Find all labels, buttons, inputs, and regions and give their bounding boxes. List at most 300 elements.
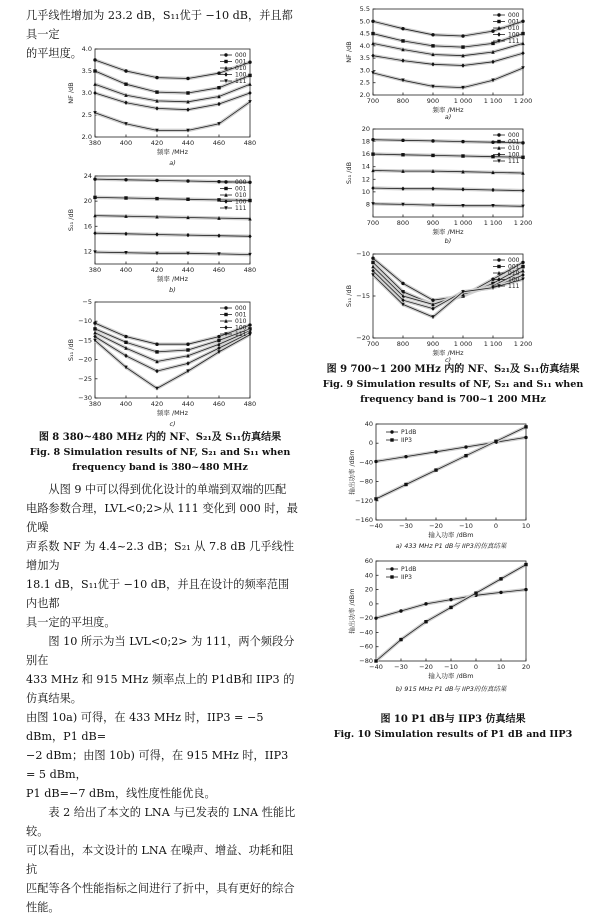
fig8c-point-001 xyxy=(124,341,127,344)
fig10b-ylabel: 输出功率 /dBm xyxy=(348,588,356,634)
fig8c-ylabel: S₁₁ /dB xyxy=(67,338,75,362)
fig9a-xtick-label: 1 200 xyxy=(513,97,533,105)
fig10a-series-line-IIP3 xyxy=(376,427,526,499)
fig9c-point-001 xyxy=(371,261,374,264)
fig8b-legend-label: 111 xyxy=(235,205,247,212)
fig9a-ytick-label: 3.5 xyxy=(359,54,370,63)
fig8b-point-001 xyxy=(155,197,158,200)
fig9c-legend-label: 000 xyxy=(508,257,520,264)
fig9a-ytick-label: 2.5 xyxy=(359,78,370,87)
fig9a-ylabel: NF /dB xyxy=(345,41,353,63)
fig9b-xlabel: 频率 /MHz xyxy=(432,228,464,236)
intro-line-1: 几乎线性增加为 23.2 dB，S₁₁优于 −10 dB，并且都具一定 xyxy=(26,9,293,41)
fig8c-xtick-label: 420 xyxy=(150,400,164,408)
fig8b-ytick-label: 24 xyxy=(83,172,92,180)
fig10a-xtick-label: −30 xyxy=(399,522,413,530)
fig9b-ytick-label: 8 xyxy=(365,200,370,209)
fig10a-point-IIP3 xyxy=(434,468,437,471)
fig10a-ylabel: 输出功率 /dBm xyxy=(348,449,356,495)
fig8b-xtick-label: 420 xyxy=(150,266,164,274)
fig10a-xtick-label: 10 xyxy=(521,522,531,530)
fig9c-chart xyxy=(340,250,568,365)
fig8a-series-line-111 xyxy=(95,102,250,131)
fig9c-legend-label: 001 xyxy=(508,263,520,271)
fig8b-legend-label: 100 xyxy=(235,198,247,206)
fig8b-point-000 xyxy=(248,181,251,184)
fig8a-xtick-label: 440 xyxy=(181,139,195,147)
fig10a-subcaption: a) 433 MHz P1 dB与 IIP3的仿真结果 xyxy=(395,542,507,550)
fig9b-ytick-label: 12 xyxy=(361,175,370,184)
fig9c-point-000 xyxy=(521,261,524,264)
fig8b-ylabel: S₂₁ /dB xyxy=(67,208,75,232)
fig8b-xtick-label: 480 xyxy=(243,266,257,274)
fig8c-point-000 xyxy=(124,335,127,338)
fig10a-point-P1dB xyxy=(404,455,407,458)
fig8b-legend-marker xyxy=(224,187,227,190)
fig8c-point-000 xyxy=(217,335,220,338)
fig8b-subcaption: b) xyxy=(169,286,176,294)
fig10a-ytick-label: −120 xyxy=(355,496,373,505)
fig8c-legend-label: 100 xyxy=(235,324,247,332)
fig9b-point-001 xyxy=(371,152,374,155)
fig8-caption-en-1: Fig. 8 Simulation results of NF, S₂₁ and S₁₁ when xyxy=(29,447,291,458)
fig8a-point-001 xyxy=(124,83,127,86)
fig10b-legend-marker xyxy=(390,567,393,570)
fig8c-xtick-label: 400 xyxy=(119,400,133,408)
fig10a-ytick-label: 0 xyxy=(368,439,373,448)
fig8b-point-001 xyxy=(217,198,220,201)
fig9b-point-000 xyxy=(521,141,524,144)
fig8a-legend-label: 100 xyxy=(235,71,247,79)
fig8b-point-001 xyxy=(93,196,96,199)
fig9c-ytick-label: −10 xyxy=(356,250,370,258)
fig8c-point-000 xyxy=(248,323,251,326)
fig9a-point-000 xyxy=(401,27,404,30)
fig9b-ytick-label: 14 xyxy=(361,162,370,171)
fig10a-legend-marker xyxy=(390,430,393,433)
fig8c-ytick-label: −25 xyxy=(78,374,92,383)
fig8c-point-001 xyxy=(217,339,220,342)
fig8a-series-halo xyxy=(95,102,250,131)
para2-line-1: 图 10 所示为当 LVL<0;2> 为 111，两个频段分别在 xyxy=(26,635,295,667)
fig9c-xtick-label: 800 xyxy=(396,340,410,348)
fig8a-xtick-label: 480 xyxy=(243,139,257,147)
fig10-caption xyxy=(318,712,588,742)
fig8b-xlabel: 频率 /MHz xyxy=(156,275,189,283)
fig10b-point-IIP3 xyxy=(524,563,527,566)
fig8a-point-000 xyxy=(248,61,251,64)
fig8c-legend-label: 010 xyxy=(235,318,247,325)
fig9b-point-000 xyxy=(431,139,434,142)
fig10b-point-IIP3 xyxy=(449,606,452,609)
fig8c-point-000 xyxy=(155,343,158,346)
fig9a-legend-marker xyxy=(497,32,500,36)
fig10a-chart xyxy=(340,418,568,553)
fig8a-legend-marker xyxy=(224,60,227,63)
fig10-caption-cn: 图 10 P1 dB与 IIP3 仿真结果 xyxy=(380,714,526,725)
fig10a-ytick-label: −160 xyxy=(355,516,373,524)
fig9b-point-001 xyxy=(401,153,404,156)
para2-line-4: −2 dBm；由图 10b) 可得，在 915 MHz 时，IIP3 = 5 dBm， xyxy=(26,749,289,781)
fig8c-point-001 xyxy=(93,327,96,330)
fig9a-point-001 xyxy=(491,42,494,45)
fig9b-point-000 xyxy=(491,141,494,144)
fig8b-point-001 xyxy=(186,198,189,201)
fig9-caption-en-1: Fig. 9 Simulation results of NF, S₂₁ and S₁₁ when xyxy=(322,379,584,390)
fig10b-point-IIP3 xyxy=(424,620,427,623)
para3-line-4: 性能。 xyxy=(26,901,60,914)
fig10b-xlabel: 输入功率 /dBm xyxy=(428,672,474,680)
fig8c-xtick-label: 480 xyxy=(243,400,257,408)
fig9a-legend-marker xyxy=(497,13,500,16)
fig8c-subcaption: c) xyxy=(169,420,176,428)
fig9b-legend-label: 000 xyxy=(508,132,520,139)
fig9a-ytick-label: 2.0 xyxy=(359,91,370,99)
fig10a-legend-marker xyxy=(390,438,393,441)
fig9a-ytick-label: 4.5 xyxy=(359,29,370,38)
fig9c-ylabel: S₁₁ /dB xyxy=(345,284,353,308)
fig9c-legend-marker xyxy=(497,258,500,261)
fig10a-point-IIP3 xyxy=(374,497,377,500)
fig9a-xtick-label: 700 xyxy=(366,97,380,105)
fig8c-point-000 xyxy=(186,343,189,346)
fig10b-point-IIP3 xyxy=(499,577,502,580)
fig9b-legend-label: 111 xyxy=(508,158,520,165)
fig9b-legend-label: 010 xyxy=(508,145,520,152)
fig9b-point-001 xyxy=(491,155,494,158)
fig9a-xtick-label: 1 000 xyxy=(453,97,473,105)
fig9c-ytick-label: −15 xyxy=(356,292,370,300)
fig10b-xtick-label: 10 xyxy=(496,663,506,671)
fig9a-ytick-label: 4.0 xyxy=(359,41,370,50)
fig10a-series-line-P1dB xyxy=(376,437,526,461)
fig10b-point-P1dB xyxy=(524,588,527,591)
fig9b-xtick-label: 1 000 xyxy=(453,219,473,227)
fig8c-xtick-label: 380 xyxy=(88,400,102,408)
fig8b-legend-marker xyxy=(224,180,227,183)
fig9c-legend-label: 111 xyxy=(508,283,520,290)
fig9a-legend-label: 111 xyxy=(508,38,520,45)
fig9a-point-001 xyxy=(461,45,464,48)
fig10b-point-P1dB xyxy=(374,616,377,619)
fig9b-point-000 xyxy=(461,140,464,143)
fig8a-ylabel: NF /dB xyxy=(67,82,75,104)
fig9b-legend-marker xyxy=(497,140,500,143)
fig8a-xtick-label: 400 xyxy=(119,139,133,147)
fig8c-ytick-label: −10 xyxy=(78,317,92,326)
fig8a-point-000 xyxy=(155,76,158,79)
fig8c-chart xyxy=(60,298,290,430)
fig8b-ytick-label: 12 xyxy=(83,247,92,256)
fig9b-legend-marker xyxy=(497,133,500,136)
fig10b-ytick-label: 20 xyxy=(364,585,373,594)
fig9a-point-001 xyxy=(401,39,404,42)
fig10a-point-IIP3 xyxy=(524,425,527,428)
para1-line-4: 18.1 dB，S₁₁优于 −10 dB，并且在设计的频率范围内也都 xyxy=(26,578,290,610)
fig8a-point-000 xyxy=(186,77,189,80)
fig8c-xtick-label: 460 xyxy=(212,400,226,408)
fig9-caption-cn: 图 9 700~1 200 MHz 内的 NF、S₂₁及 S₁₁仿真结果 xyxy=(326,364,580,375)
fig9a-series-halo xyxy=(373,68,523,88)
para2-line-3: 由图 10a) 可得，在 433 MHz 时，IIP3 = −5 dBm，P1 dB= xyxy=(26,711,264,743)
fig9b-chart xyxy=(340,125,568,247)
fig8c-xlabel: 频率 /MHz xyxy=(156,409,189,417)
fig8a-legend-label: 001 xyxy=(235,58,247,66)
fig8a-legend-label: 010 xyxy=(235,65,247,72)
fig9b-subcaption: b) xyxy=(444,237,452,245)
fig10b-xtick-label: 20 xyxy=(521,663,531,671)
fig9c-point-001 xyxy=(521,265,524,268)
fig10b-xtick-label: −20 xyxy=(419,663,433,671)
intro-line-2: 的平坦度。 xyxy=(26,47,82,60)
fig9b-point-001 xyxy=(521,156,524,159)
fig9a-legend-label: 001 xyxy=(508,18,520,26)
fig9b-ytick-label: 20 xyxy=(361,125,370,133)
fig9b-point-000 xyxy=(371,138,374,141)
fig8c-point-001 xyxy=(186,348,189,351)
fig10a-point-IIP3 xyxy=(404,483,407,486)
fig9a-point-000 xyxy=(491,29,494,32)
fig10b-point-P1dB xyxy=(424,602,427,605)
fig8c-point-001 xyxy=(155,350,158,353)
fig10a-xtick-label: −20 xyxy=(429,522,443,530)
fig9c-xlabel: 频率 /MHz xyxy=(432,349,464,357)
fig9c-legend-label: 100 xyxy=(508,276,520,284)
fig9a-point-000 xyxy=(521,20,524,23)
fig8a-xtick-label: 380 xyxy=(88,139,102,147)
fig9a-ytick-label: 3.0 xyxy=(359,66,370,75)
fig8a-point-001 xyxy=(155,90,158,93)
fig8c-legend-marker xyxy=(224,306,227,309)
fig9c-xtick-label: 1 200 xyxy=(513,340,533,348)
fig9b-xtick-label: 1 100 xyxy=(483,219,503,227)
para3-line-1: 表 2 给出了本文的 LNA 与已发表的 LNA 性能比较。 xyxy=(26,806,296,838)
fig8c-ytick-label: −15 xyxy=(78,336,92,345)
fig8a-legend-marker xyxy=(224,53,227,56)
fig9a-point-001 xyxy=(521,32,524,35)
fig8a-xtick-label: 460 xyxy=(212,139,226,147)
fig8a-point-001 xyxy=(248,74,251,77)
fig9c-xtick-label: 700 xyxy=(366,340,380,348)
fig9a-point-001 xyxy=(371,32,374,35)
fig9c-xtick-label: 1 100 xyxy=(483,340,503,348)
fig10b-subcaption: b) 915 MHz P1 dB与 IIP3的仿真结果 xyxy=(395,685,507,693)
body-paragraphs xyxy=(26,480,298,917)
fig9b-point-001 xyxy=(431,154,434,157)
fig9b-xtick-label: 800 xyxy=(396,219,410,227)
fig9c-point-000 xyxy=(401,282,404,285)
fig9a-point-000 xyxy=(371,20,374,23)
fig8a-legend-label: 111 xyxy=(235,78,247,85)
fig10b-ytick-label: 0 xyxy=(368,599,373,608)
fig9b-point-001 xyxy=(461,154,464,157)
fig8b-ytick-label: 16 xyxy=(83,222,92,231)
fig9b-xtick-label: 700 xyxy=(366,219,380,227)
fig8b-xtick-label: 440 xyxy=(181,266,195,274)
fig8b-xtick-label: 400 xyxy=(119,266,133,274)
fig10b-legend-label: P1dB xyxy=(401,566,417,573)
fig9a-xlabel: 频率 /MHz xyxy=(432,106,464,114)
fig8b-point-000 xyxy=(186,179,189,182)
fig9b-ytick-label: 16 xyxy=(361,150,370,159)
fig9a-ytick-label: 5.0 xyxy=(359,17,370,26)
fig9b-xtick-label: 900 xyxy=(426,219,440,227)
fig8a-ytick-label: 2.5 xyxy=(81,111,92,119)
fig8b-xtick-label: 380 xyxy=(88,266,102,274)
fig8-caption-cn: 图 8 380~480 MHz 内的 NF、S₂₁及 S₁₁仿真结果 xyxy=(38,432,282,443)
para3-line-2: 可以看出，本文设计的 LNA 在噪声、增益、功耗和阻抗 xyxy=(26,844,294,876)
fig8a-point-000 xyxy=(124,69,127,72)
fig8a-point-001 xyxy=(93,69,96,72)
fig8c-legend-marker xyxy=(224,313,227,316)
para1-line-5: 具一定的平坦度。 xyxy=(26,616,116,629)
fig10a-legend-label: P1dB xyxy=(401,429,417,436)
fig10b-xtick-label: −30 xyxy=(394,663,408,671)
fig10b-point-P1dB xyxy=(399,609,402,612)
fig9b-ylabel: S₂₁ /dB xyxy=(345,161,353,185)
fig10a-xlabel: 输入功率 /dBm xyxy=(428,531,474,539)
fig9c-legend-marker xyxy=(497,265,500,268)
fig10b-xtick-label: −10 xyxy=(444,663,458,671)
fig10b-point-P1dB xyxy=(449,598,452,601)
fig10b-point-P1dB xyxy=(499,591,502,594)
fig9b-ytick-label: 10 xyxy=(361,187,370,196)
fig8c-legend-label: 111 xyxy=(235,331,247,338)
fig10b-point-IIP3 xyxy=(374,659,377,662)
fig10a-point-IIP3 xyxy=(494,440,497,443)
fig9c-point-000 xyxy=(431,299,434,302)
fig8c-xtick-label: 440 xyxy=(181,400,195,408)
fig9a-xtick-label: 800 xyxy=(396,97,410,105)
fig8c-legend-marker xyxy=(224,325,227,329)
fig10b-point-IIP3 xyxy=(474,591,477,594)
fig9-caption-en-2: frequency band is 700~1 200 MHz xyxy=(360,394,546,405)
fig8-caption xyxy=(20,430,300,475)
fig8a-ytick-label: 2.0 xyxy=(81,133,92,141)
para1-line-1: 从图 9 中可以得到优化设计的单端到双端的匹配 xyxy=(48,483,287,496)
para1-line-3: 声系数 NF 为 4.4~2.3 dB；S₂₁ 从 7.8 dB 几乎线性增加为 xyxy=(26,540,295,572)
fig8b-point-001 xyxy=(248,199,251,202)
fig9a-xtick-label: 1 100 xyxy=(483,97,503,105)
fig10a-ytick-label: −80 xyxy=(359,477,373,486)
fig9b-ytick-label: 18 xyxy=(361,137,370,146)
fig8-caption-en-2: frequency band is 380~480 MHz xyxy=(72,462,248,473)
para2-line-5: P1 dB=−7 dBm，线性度性能优良。 xyxy=(26,787,216,800)
fig8a-xtick-label: 420 xyxy=(150,139,164,147)
fig10b-xtick-label: −40 xyxy=(369,663,383,671)
fig8a-legend-label: 000 xyxy=(235,52,247,59)
fig9c-point-000 xyxy=(371,257,374,260)
fig10b-series-halo xyxy=(376,590,526,619)
fig10b-ytick-label: −20 xyxy=(359,614,373,623)
fig9c-xtick-label: 900 xyxy=(426,340,440,348)
fig8b-point-000 xyxy=(124,178,127,181)
fig8b-legend-label: 010 xyxy=(235,192,247,199)
fig8b-ytick-label: 20 xyxy=(83,197,92,206)
fig9a-point-000 xyxy=(461,34,464,37)
fig10-caption-en: Fig. 10 Simulation results of P1 dB and IIP3 xyxy=(333,729,573,740)
fig8c-ytick-label: −20 xyxy=(78,355,92,364)
fig9a-legend-label: 010 xyxy=(508,25,520,32)
fig10b-legend-label: IIP3 xyxy=(401,574,412,581)
fig9a-xtick-label: 900 xyxy=(426,97,440,105)
fig8c-ytick-label: −5 xyxy=(82,298,92,306)
fig10b-legend-marker xyxy=(390,575,393,578)
fig8a-point-001 xyxy=(186,91,189,94)
fig8b-point-000 xyxy=(93,177,96,180)
fig10a-point-IIP3 xyxy=(464,454,467,457)
fig8c-legend-label: 001 xyxy=(235,311,247,319)
fig8a-xlabel: 频率 /MHz xyxy=(156,148,189,156)
para2-line-2: 433 MHz 和 915 MHz 频率点上的 P1dB和 IIP3 的仿真结果。 xyxy=(26,673,295,705)
fig10b-ytick-label: −60 xyxy=(359,642,373,651)
fig9a-ytick-label: 5.5 xyxy=(359,5,370,13)
fig9a-legend-label: 000 xyxy=(508,12,520,19)
fig10b-chart xyxy=(340,555,568,695)
fig8a-chart xyxy=(60,45,290,170)
fig9-caption xyxy=(318,362,588,407)
fig9a-legend-label: 100 xyxy=(508,31,520,39)
fig9a-subcaption: a) xyxy=(444,113,452,121)
fig8b-chart xyxy=(60,172,290,297)
fig10a-ytick-label: −40 xyxy=(359,458,373,467)
fig10a-xtick-label: 0 xyxy=(493,522,499,530)
fig9b-legend-label: 100 xyxy=(508,151,520,159)
fig10b-xtick-label: 0 xyxy=(473,663,479,671)
fig10b-ytick-label: −40 xyxy=(359,628,373,637)
fig9a-chart xyxy=(340,5,568,123)
fig8b-xtick-label: 460 xyxy=(212,266,226,274)
fig8b-legend-label: 000 xyxy=(235,179,247,186)
fig10a-xtick-label: −40 xyxy=(369,522,383,530)
fig10a-point-P1dB xyxy=(374,460,377,463)
fig8a-ytick-label: 3.0 xyxy=(81,89,92,97)
fig9c-legend-label: 010 xyxy=(508,270,520,277)
fig10a-xtick-label: −10 xyxy=(459,522,473,530)
fig9c-xtick-label: 1 000 xyxy=(453,340,473,348)
fig8a-subcaption: a) xyxy=(169,159,176,167)
fig8c-legend-label: 000 xyxy=(235,305,247,312)
fig8b-legend-label: 001 xyxy=(235,185,247,193)
fig10a-point-P1dB xyxy=(524,436,527,439)
fig10a-point-P1dB xyxy=(434,450,437,453)
fig10b-point-IIP3 xyxy=(399,638,402,641)
fig8b-point-000 xyxy=(155,179,158,182)
fig9b-xtick-label: 1 200 xyxy=(513,219,533,227)
fig8a-point-000 xyxy=(93,58,96,61)
fig10a-point-P1dB xyxy=(464,445,467,448)
fig8a-ytick-label: 4.0 xyxy=(81,45,92,53)
para1-line-2: 电路参数合理，LVL<0;2>从 111 变化到 000 时，最优噪 xyxy=(26,502,298,534)
fig9c-subcaption: c) xyxy=(444,356,452,364)
fig9c-ytick-label: −20 xyxy=(356,334,370,342)
fig10a-legend-label: IIP3 xyxy=(401,437,412,444)
fig10b-ytick-label: −80 xyxy=(359,657,373,665)
fig9a-point-001 xyxy=(431,44,434,47)
fig9a-legend-marker xyxy=(497,20,500,23)
para3-line-3: 匹配等各个性能指标之间进行了折中，具有更好的综合 xyxy=(26,882,295,895)
fig8a-ytick-label: 3.5 xyxy=(81,67,92,75)
fig10b-ytick-label: 60 xyxy=(364,557,373,565)
fig9a-point-000 xyxy=(431,33,434,36)
fig10a-ytick-label: 40 xyxy=(364,420,373,428)
fig8c-ytick-label: −30 xyxy=(78,394,92,402)
fig9b-point-000 xyxy=(401,139,404,142)
fig10b-ytick-label: 40 xyxy=(364,571,373,580)
fig8b-point-001 xyxy=(124,196,127,199)
fig8c-point-000 xyxy=(93,321,96,324)
fig8a-point-001 xyxy=(217,86,220,89)
